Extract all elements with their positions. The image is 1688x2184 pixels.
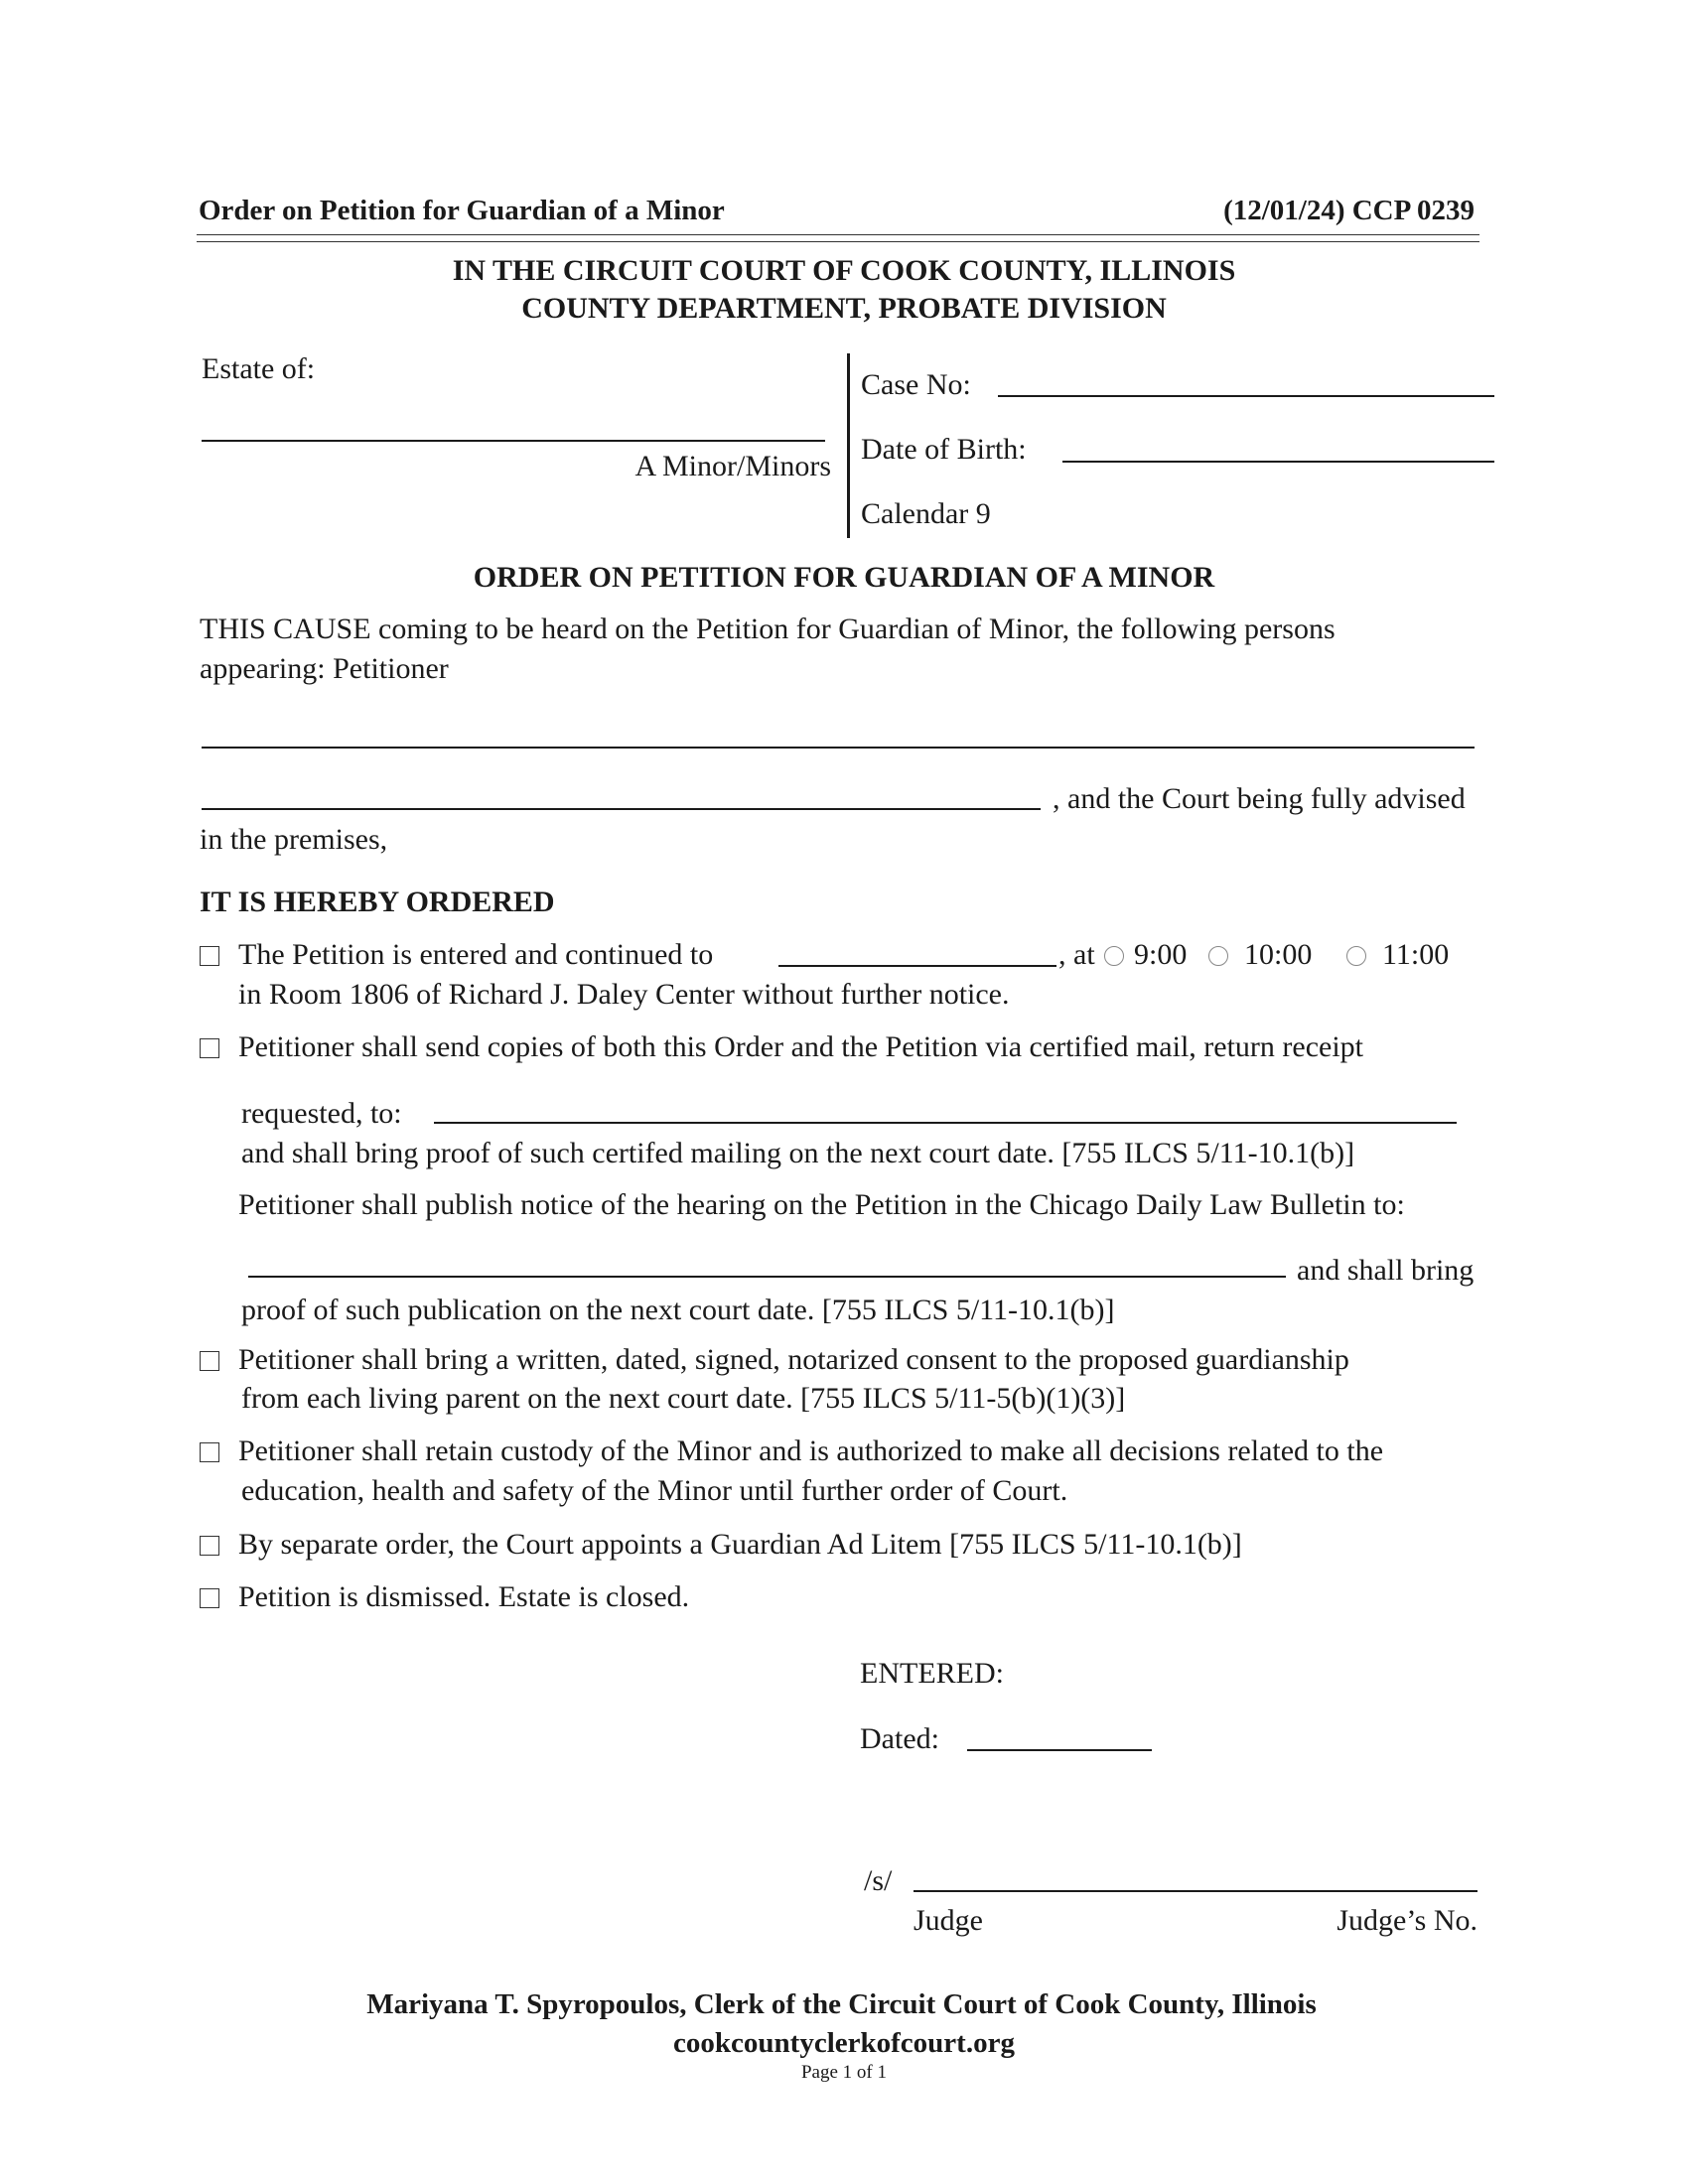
judge-no-label: Judge’s No.	[1336, 1904, 1477, 1937]
custody-checkbox[interactable]	[200, 1442, 219, 1462]
intro-line-2: appearing: Petitioner	[200, 652, 449, 685]
time-10-label: 10:00	[1244, 938, 1313, 971]
copies-line-1: Petitioner shall send copies of both this Order and the Petition via certified mail, return receipt	[238, 1030, 1364, 1063]
premises-text: in the premises,	[200, 823, 388, 856]
publish-line-1: Petitioner shall publish notice of the hearing on the Petition in the Chicago Daily Law Bulletin to:	[238, 1188, 1405, 1221]
case-no-label: Case No:	[861, 368, 971, 401]
header-rule-top	[197, 234, 1479, 235]
copies-checkbox[interactable]	[200, 1038, 219, 1058]
consent-checkbox[interactable]	[200, 1351, 219, 1371]
dated-label: Dated:	[860, 1722, 939, 1755]
time-9-label: 9:00	[1134, 938, 1188, 971]
intro-line-1: THIS CAUSE coming to be heard on the Petition for Guardian of Minor, the following persons	[200, 613, 1336, 645]
time-11-label: 11:00	[1382, 938, 1450, 971]
page-number: Page 1 of 1	[800, 2062, 887, 2083]
entered-label: ENTERED:	[860, 1657, 1004, 1690]
form-title: Order on Petition for Guardian of a Minor	[199, 195, 725, 226]
dismissed-checkbox[interactable]	[200, 1588, 219, 1608]
time-option-9[interactable]	[1104, 937, 1187, 973]
estate-label: Estate of:	[202, 352, 316, 385]
caption-divider	[847, 353, 850, 538]
custody-line-2: education, health and safety of the Minor until further order of Court.	[241, 1474, 1068, 1507]
publish-bring: and shall bring	[1297, 1254, 1475, 1287]
time-option-10[interactable]	[1208, 937, 1312, 973]
court-name: IN THE CIRCUIT COURT OF COOK COUNTY, ILLINOIS	[452, 254, 1236, 287]
dob-field[interactable]	[1062, 461, 1494, 463]
judge-label: Judge	[914, 1904, 983, 1937]
footer-clerk: Mariyana T. Spyropoulos, Clerk of the Circuit Court of Cook County, Illinois	[366, 1988, 1317, 2020]
header-rule-bottom	[197, 241, 1479, 242]
room-text: in Room 1806 of Richard J. Daley Center without further notice.	[238, 978, 1010, 1011]
court-division: COUNTY DEPARTMENT, PROBATE DIVISION	[521, 292, 1167, 325]
dated-field[interactable]	[967, 1749, 1152, 1751]
publish-recipients-field[interactable]	[248, 1276, 1286, 1278]
judge-signature-field[interactable]	[914, 1890, 1477, 1892]
dob-label: Date of Birth:	[861, 433, 1027, 466]
order-title: ORDER ON PETITION FOR GUARDIAN OF A MINOR	[473, 561, 1215, 594]
estate-name-field[interactable]	[202, 440, 825, 442]
time-9-radio[interactable]	[1104, 946, 1124, 966]
time-10-radio[interactable]	[1208, 946, 1228, 966]
persons-appearing-field-1[interactable]	[202, 747, 1475, 749]
persons-appearing-field-2[interactable]	[202, 808, 1041, 810]
calendar-label: Calendar 9	[861, 497, 991, 530]
continued-date-field[interactable]	[778, 965, 1056, 967]
custody-line-1: Petitioner shall retain custody of the Minor and is authorized to make all decisions related to the	[238, 1434, 1384, 1467]
time-11-radio[interactable]	[1346, 946, 1366, 966]
minor-label: A Minor/Minors	[634, 450, 831, 482]
continued-text: The Petition is entered and continued to	[238, 938, 714, 971]
copies-requested: requested, to:	[241, 1097, 402, 1130]
gal-checkbox[interactable]	[200, 1536, 219, 1556]
advised-text: , and the Court being fully advised	[1053, 782, 1466, 815]
continued-checkbox[interactable]	[200, 946, 219, 966]
footer-website: cookcountyclerkofcourt.org	[673, 2027, 1015, 2059]
form-code: (12/01/24) CCP 0239	[1223, 195, 1475, 226]
consent-line-1: Petitioner shall bring a written, dated, signed, notarized consent to the proposed guardianship	[238, 1343, 1349, 1376]
dismissed-text: Petition is dismissed. Estate is closed.	[238, 1580, 690, 1613]
copies-recipients-field[interactable]	[434, 1122, 1457, 1124]
consent-line-2: from each living parent on the next court date. [755 ILCS 5/11-5(b)(1)(3)]	[241, 1382, 1126, 1415]
ordered-heading: IT IS HEREBY ORDERED	[200, 886, 555, 918]
publish-proof: proof of such publication on the next court date. [755 ILCS 5/11-10.1(b)]	[241, 1294, 1115, 1326]
case-no-field[interactable]	[998, 395, 1494, 397]
copies-proof: and shall bring proof of such certifed mailing on the next court date. [755 ILCS 5/11-10.1(b)]	[241, 1137, 1355, 1169]
gal-text: By separate order, the Court appoints a Guardian Ad Litem [755 ILCS 5/11-10.1(b)]	[238, 1528, 1242, 1561]
at-text: , at	[1058, 938, 1095, 971]
time-option-11[interactable]	[1346, 937, 1449, 973]
sig-prefix: /s/	[864, 1864, 893, 1897]
